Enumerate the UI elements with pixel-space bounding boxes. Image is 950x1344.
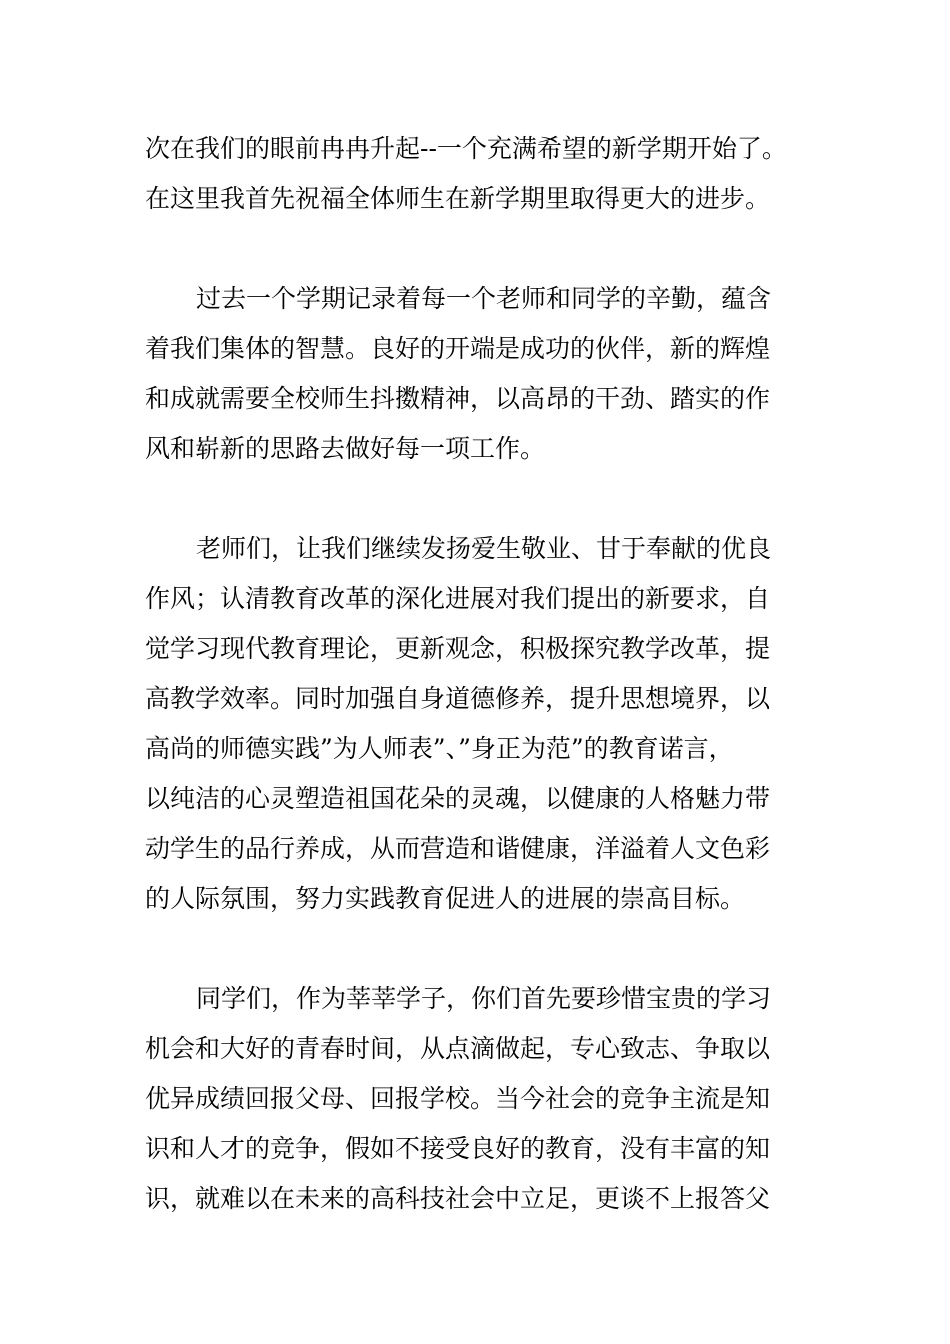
paragraph-line: 同学们，作为莘莘学子，你们首先要珍惜宝贵的学习 bbox=[196, 984, 772, 1013]
paragraph-line: 老师们，让我们继续发扬爱生敬业、甘于奉献的优良 bbox=[196, 534, 772, 563]
paragraph-line: 的人际氛围，努力实践教育促进人的进展的崇高目标。 bbox=[145, 884, 746, 913]
paragraph-line: 觉学习现代教育理论，更新观念，积极探究教学改革，提 bbox=[145, 634, 771, 663]
paragraph-line: 着我们集体的智慧。良好的开端是成功的伙伴，新的辉煌 bbox=[145, 334, 771, 363]
paragraph-line: 次在我们的眼前冉冉升起--一个充满希望的新学期开始了。 bbox=[145, 134, 787, 163]
paragraph-line: 在这里我首先祝福全体师生在新学期里取得更大的进步。 bbox=[145, 184, 771, 213]
paragraph-line: 识，就难以在未来的高科技社会中立足，更谈不上报答父 bbox=[145, 1184, 771, 1213]
paragraph-line: 作风；认清教育改革的深化进展对我们提出的新要求，自 bbox=[145, 584, 771, 613]
paragraph-line: 识和人才的竞争，假如不接受良好的教育，没有丰富的知 bbox=[145, 1134, 771, 1163]
paragraph-line: 风和崭新的思路去做好每一项工作。 bbox=[145, 434, 546, 463]
paragraph-line: 优异成绩回报父母、回报学校。当今社会的竞争主流是知 bbox=[145, 1084, 771, 1113]
paragraph-line: 过去一个学期记录着每一个老师和同学的辛勤，蕴含 bbox=[196, 284, 772, 313]
paragraph-line: 动学生的品行养成，从而营造和谐健康，洋溢着人文色彩 bbox=[145, 834, 771, 863]
paragraph-line: 和成就需要全校师生抖擞精神，以高昂的干劲、踏实的作 bbox=[145, 384, 771, 413]
paragraph-line: 高尚的师德实践”为人师表”、”身正为范”的教育诺言， bbox=[145, 734, 734, 763]
paragraph-line: 高教学效率。同时加强自身道德修养，提升思想境界，以 bbox=[145, 684, 771, 713]
paragraph-line: 以纯洁的心灵塑造祖国花朵的灵魂，以健康的人格魅力带 bbox=[145, 784, 771, 813]
paragraph-line: 机会和大好的青春时间，从点滴做起，专心致志、争取以 bbox=[145, 1034, 771, 1063]
